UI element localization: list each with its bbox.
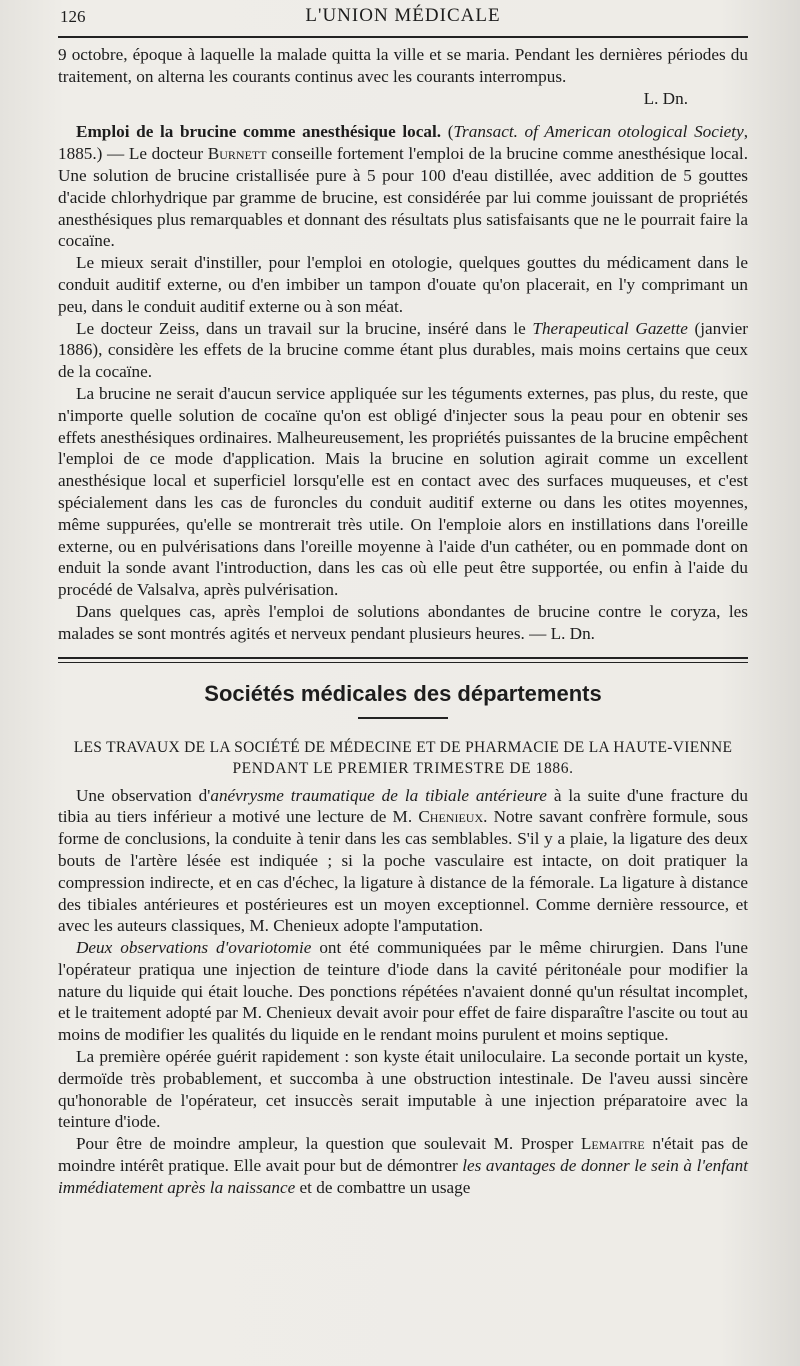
article2-paragraph-1-text: . Notre savant confrère formule, sous forme de conclusions, la conduite à tenir dans les cas semblables. S'il y a plaie, la ligature des deux bouts de l'artère lésée est indiquée ; si la poche vasculaire est intacte, on doit pratiquer la compression indirecte, et en cas d'échec, la ligature à distance de la fémorale. La ligature à distance des tibiales antérieures et postérieures est un moyen exceptionnel. Comme dernière ressource, et avec les auteurs classiques, M. Chenieux adopte l'amputation. <box>58 807 749 936</box>
article1-title: Emploi de la brucine comme anesthésique local. <box>76 122 442 142</box>
section-title: Sociétés médicales des départements <box>204 680 602 706</box>
article2-paragraph-2 <box>58 937 748 1046</box>
section-subheading-line-2: PENDANT LE PREMIER TRIMESTRE DE 1886. <box>232 759 574 777</box>
running-head: L'UNION MÉDICALE <box>305 5 501 26</box>
continuation-signature: L. Dn. <box>643 88 688 108</box>
article2-case-title: anévrysme traumatique de la tibiale antérieure <box>210 785 547 805</box>
page-header <box>58 0 748 36</box>
article1-paragraph-3-text: (janvier 1886), considère les effets de la brucine comme étant plus durables, mais moins certains que ceux de la cocaïne. <box>58 318 748 382</box>
article1-paragraph-3-start: Le docteur Zeiss, dans un travail sur la brucine, inséré dans le <box>76 318 533 338</box>
article2-author-lemaitre: Lemaitre <box>580 1134 645 1154</box>
article1-paragraph-2: Le mieux serait d'instiller, pour l'emploi en otologie, quelques gouttes du médicament dans le conduit auditif externe, ou d'en imbiber un tampon d'ouate qu'on placerait, en l'y comprimant un peu, dans le conduit auditif externe ou à son méat. <box>58 253 748 316</box>
section-divider <box>58 657 748 663</box>
article2-ovariotomy-title: Deux observations d'ovariotomie <box>76 938 312 958</box>
article2-paragraph-1-start: Une observation d' <box>76 785 211 805</box>
article1-source-open: ( <box>447 122 454 142</box>
article1-source-year: , 1885.) <box>58 122 748 164</box>
page-number: 126 <box>60 7 86 26</box>
header-rule <box>58 36 748 38</box>
article2-paragraph-3: La première opérée guérit rapidement : son kyste était uniloculaire. La seconde portait un kyste, dermoïde très probablement, et succomba à une obstruction intestinale. De l'aveu aussi sincère qu'honorable de l'opérateur, cet insuccès serait imputable à une injection préparatoire avec la teinture d'iode. <box>58 1047 748 1132</box>
article1-paragraph-3 <box>58 318 748 383</box>
article2-paragraph-2-text: ont été communiquées par le même chirurgien. Dans l'une l'opérateur pratiqua une injection de teinture d'iode dans la cavité péritonéale pour modifier la nature du liquide qui était louche. Des ponctions répétées n'avaient donné qu'un résultat incomplet, et le traitement adopté par M. Chenieux devait avoir pour effet de faire disparaître l'ascite ou tout au moins de modifier les qualités du liquide en le rendant moins purulent et moins septique. <box>58 938 749 1045</box>
article2-paragraph-1 <box>58 785 748 938</box>
article2-paragraph-4-mid: n'était pas de moindre intérêt pratique. Elle avait pour but de démontrer <box>58 1134 748 1176</box>
continuation-paragraph: 9 octobre, époque à laquelle la malade quitta la ville et se maria. Pendant les dernières périodes du traitement, on alterna les courants continus avec les courants interrompus. <box>58 45 748 86</box>
article1-paragraph-1-text: conseille fortement l'emploi de la brucine comme anesthésique local. Une solution de brucine cristallisée pure à 5 pour 100 d'eau distillée, avec addition de 5 gouttes d'acide chlorhydrique par gramme de brucine, est considérée par lui comme jouissant de propriétés anesthésiques plus remarquables et donnant des résultats plus satisfaisants que ne le pourrait faire la cocaïne. <box>58 144 748 251</box>
article1-source: Transact. of American otological Society <box>453 122 744 142</box>
section-subheading-line-1: LES TRAVAUX DE LA SOCIÉTÉ DE MÉDECINE ET DE PHARMACIE DE LA HAUTE-VIENNE <box>73 738 733 756</box>
article2-paragraph-4-start: Pour être de moindre ampleur, la question que soulevait M. Prosper <box>76 1134 581 1154</box>
article2-topic: les avantages de donner le sein à l'enfant immédiatement après la naissance <box>58 1156 749 1197</box>
article2-paragraph-4 <box>58 1133 748 1198</box>
article1-paragraph-5: Dans quelques cas, après l'emploi de solutions abondantes de brucine contre le coryza, les malades se sont montrés agités et nerveux pendant plusieurs heures. — L. Dn. <box>58 601 748 643</box>
article1-lead: — Le docteur <box>102 144 208 164</box>
article2-author: Chenieux <box>418 807 484 827</box>
article1-paragraph-4: La brucine ne serait d'aucun service appliquée sur les téguments externes, pas plus, du reste, que n'importe quelle solution de cocaïne qu'on est obligé d'injecter sous la peau pour en obtenir ses effets anesthésiques ordinaires. Malheureusement, les propriétés puissantes de la brucine empêchent l'emploi de ce mode d'application. Mais la brucine en solution agirait comme un excellent anesthésique local et superficiel lorsqu'elle est en contact avec des surfaces muqueuses, et c'est spécialement dans les cas de furoncles du conduit auditif externe ou dans les otites moyennes, même suppurées, qu'elle se montrerait très utile. On l'emploie alors en instillations dans l'oreille externe, ou en pulvérisations dans l'oreille moyenne à l'aide d'un cathéter, ou en pommade dont on enduit la sonde avant l'introduction, dans les cas où elle peut être supportée, ou enfin à l'aide du procédé de Valsalva, après pulvérisation. <box>58 383 748 600</box>
article1-author: Burnett <box>207 144 267 164</box>
article1-paragraph-1 <box>58 121 748 252</box>
article1-journal: Therapeutical Gazette <box>532 318 688 338</box>
section-title-rule <box>358 717 448 719</box>
article2-paragraph-4-text: et de combattre un usage <box>295 1177 471 1197</box>
article2-paragraph-1-mid: à la suite d'une fracture du tibia au tiers inférieur a motivé une lecture de M. <box>58 785 749 827</box>
